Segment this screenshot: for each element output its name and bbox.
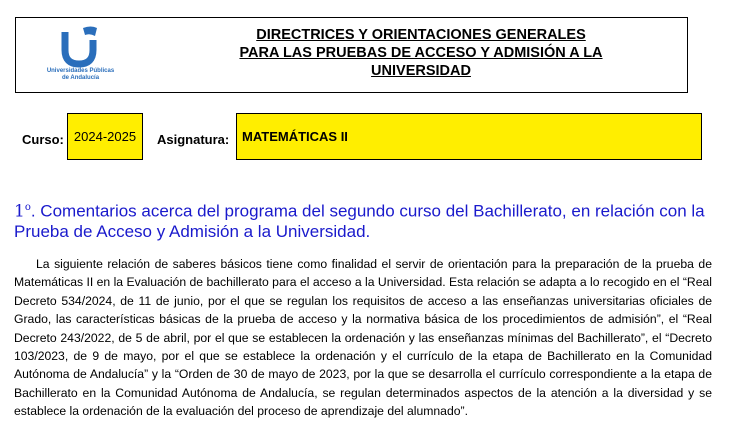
university-logo: [43, 24, 118, 90]
subject-value: MATEMÁTICAS II: [242, 129, 348, 144]
title-line-1: DIRECTRICES Y ORIENTACIONES GENERALES: [256, 27, 586, 43]
title-line-2: PARA LAS PRUEBAS DE ACCESO Y ADMISIÓN A LA: [239, 45, 603, 61]
header-box: [15, 17, 688, 93]
body-paragraph: La siguiente relación de saberes básicos tiene como finalidad el servir de orientación para la preparación de la prueba de Matemáticas II en la Evaluación de bachillerato para el acceso a la Universidad. Esta relación se adapta a lo recogido en el “Real Decreto 534/2024, de 11 de junio, por el que se regulan los requisitos de acceso a las enseñanzas universitarias oficiales de Grado, las características básicas de la prueba de acceso y la normativa básica de los procedimientos de admisión”, el “Real Decreto 243/2022, de 5 de abril, por el que se establecen la ordenación y las enseñanzas mínimas del Bachillerato”, el “Decreto 103/2023, de 9 de mayo, por el que se establece la ordenación y el currículo de la etapa de Bachillerato en la Comunidad Autónoma de Andalucía” y la “Orden de 30 de mayo de 2023, por la que se desarrolla el currículo correspondiente a la etapa de Bachillerato en la Comunidad Autónoma de Andalucía, se regulan determinados aspectos de la atención a la diversidad y se establece la ordenación de la evaluación del proceso de aprendizaje del alumnado”.: [14, 257, 712, 419]
section-ordinal: o: [24, 202, 31, 213]
section-title: . Comentarios acerca del programa del segundo curso del Bachillerato, en relación con la Prueba de Acceso y Admisión a la Universidad.: [14, 201, 705, 241]
logo-caption: Universidades Públicas de Andalucía: [46, 68, 115, 81]
course-label: Curso:: [22, 132, 64, 147]
course-value-box: [67, 113, 143, 160]
course-value: 2024-2025: [73, 129, 137, 144]
title-line-3: UNIVERSIDAD: [371, 63, 471, 79]
section-heading: [14, 198, 714, 242]
subject-value-box: [236, 113, 702, 160]
subject-label: Asignatura:: [157, 132, 230, 147]
u-logo-icon: [61, 24, 101, 68]
section-number: 1: [14, 201, 25, 222]
document-title: [186, 26, 656, 80]
